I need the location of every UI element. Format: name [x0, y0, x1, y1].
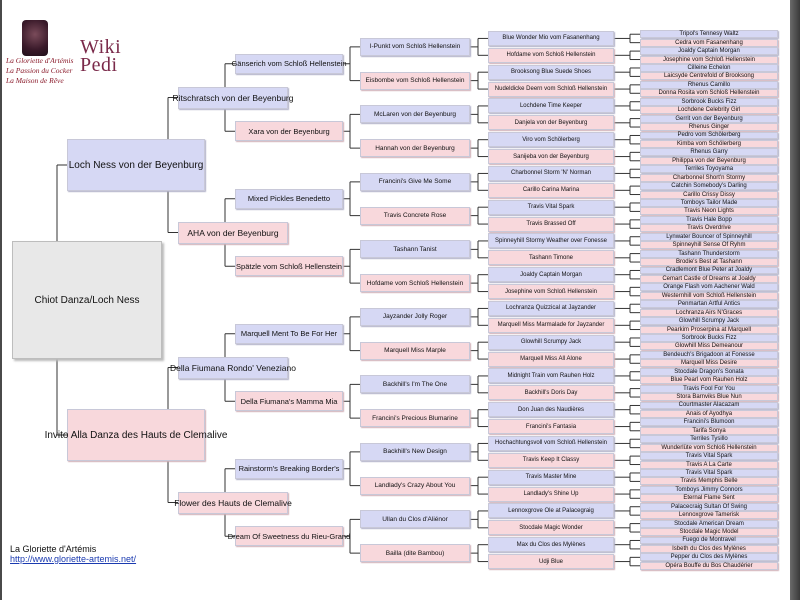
gen5-sire-box[interactable]: Lochranza Quizzical at Jayzander	[488, 301, 614, 316]
gen5-dam-box[interactable]: Josephine vom Schloß Hellenstein	[488, 284, 614, 299]
gen6-sire-box[interactable]: Travis Vital Spark	[640, 469, 778, 477]
gen6-sire-box[interactable]: Travis Hale Bopp	[640, 216, 778, 224]
gen4-dam-box[interactable]: Landlady's Crazy About You	[360, 477, 470, 495]
dog-portrait-image	[22, 20, 48, 56]
gen5-sire-box[interactable]: Glowhill Scrumpy Jack	[488, 335, 614, 350]
gen3-dam-box[interactable]: Dream Of Sweetness du Rieu-Grand	[235, 526, 343, 546]
gen4-dam-box[interactable]: Travis Concrete Rose	[360, 207, 470, 225]
gen5-dam-box[interactable]: Carillo Carina Marina	[488, 183, 614, 198]
gen4-sire-box[interactable]: McLaren von der Beyenburg	[360, 105, 470, 123]
gen6-dam-box[interactable]: Charbonnel Short'n Stormy	[640, 174, 778, 182]
gen6-dam-box[interactable]: Travis A La Carte	[640, 461, 778, 469]
gen6-sire-box[interactable]: Glowhill Scrumpy Jack	[640, 317, 778, 325]
gen6-sire-box[interactable]: Francini's Blumoon	[640, 418, 778, 426]
gen6-sire-box[interactable]: Joaldy Captain Morgan	[640, 47, 778, 55]
gen5-dam-box[interactable]: Sanijeba von der Beyenburg	[488, 149, 614, 164]
gen6-sire-box[interactable]: Travis Vital Spark	[640, 452, 778, 460]
gen6-dam-box[interactable]: Stocdale Magic Model	[640, 528, 778, 536]
gen6-dam-box[interactable]: Lennoxgrove Tamerisk	[640, 511, 778, 519]
gen5-sire-box[interactable]: Lochdene Time Keeper	[488, 98, 614, 113]
gen5-dam-box[interactable]: Marquell Miss Marmalade for Jayzander	[488, 318, 614, 333]
gen6-sire-box[interactable]: Palacecraig Sultan Of Swing	[640, 503, 778, 511]
gen5-dam-box[interactable]: Nudeldicke Deern vom Schloß Hellenstein	[488, 82, 614, 97]
gen6-sire-box[interactable]: Pedro vom Schölerberg	[640, 132, 778, 140]
gen6-sire-box[interactable]: Courtmaster Alacazam	[640, 402, 778, 410]
gen5-dam-box[interactable]: Stocdale Magic Wonder	[488, 520, 614, 535]
gen6-sire-box[interactable]: Terriles Toyoyama	[640, 165, 778, 173]
gen6-dam-box[interactable]: Spinneyhill Sense Of Ryhm	[640, 241, 778, 249]
gen6-dam-box[interactable]: Brodie's Best at Tashann	[640, 258, 778, 266]
footer-kennel-name: La Gloriette d'Artémis	[10, 544, 97, 554]
kennel-logo	[4, 18, 132, 96]
logo-line-2: La Passion du Cocker	[6, 66, 73, 75]
wikipedi-logo-line-1: Wiki	[80, 36, 122, 58]
gen6-dam-box[interactable]: Carillo Crissy Dissy	[640, 191, 778, 199]
gen5-sire-box[interactable]: Travis Vital Spark	[488, 200, 614, 215]
gen4-sire-box[interactable]: Ullan du Clos d'Aliénor	[360, 510, 470, 528]
gen6-sire-box[interactable]: Tashann Thunderstorm	[640, 250, 778, 258]
gen1-sire-box[interactable]: Loch Ness von der Beyenburg	[67, 139, 205, 191]
subject-dog-box[interactable]: Chiot Danza/Loch Ness	[12, 241, 162, 359]
gen5-sire-box[interactable]: Don Juan des Naudières	[488, 402, 614, 417]
gen4-sire-box[interactable]: I-Punkt vom Schloß Hellenstein	[360, 38, 470, 56]
gen6-dam-box[interactable]: Anais of Ayodhya	[640, 410, 778, 418]
gen6-sire-box[interactable]: Sorbrook Bucks Fizz	[640, 334, 778, 342]
gen5-dam-box[interactable]: Travis Brassed Off	[488, 217, 614, 232]
gen6-dam-box[interactable]: Westernhill vom Schloß Hellenstein	[640, 292, 778, 300]
gen5-dam-box[interactable]: Tashann Timone	[488, 250, 614, 265]
gen6-dam-box[interactable]: Laicsyde Centrefold of Brooksong	[640, 72, 778, 80]
gen6-dam-box[interactable]: Marquell Miss Desire	[640, 359, 778, 367]
gen5-dam-box[interactable]: Marquell Miss All Alone	[488, 352, 614, 367]
gen6-sire-box[interactable]: Stocdale American Dream	[640, 520, 778, 528]
gen6-sire-box[interactable]: Lynwater Bouncer of Spinneyhill	[640, 233, 778, 241]
gen6-dam-box[interactable]: Opéra Bouffe du Bos Chaudérier	[640, 562, 778, 570]
gen5-sire-box[interactable]: Lennoxgrove Ole at Palacegraig	[488, 503, 614, 518]
gen5-sire-box[interactable]: Charbonnel Storm 'N' Norman	[488, 166, 614, 181]
gen4-sire-box[interactable]: Francini's Give Me Some	[360, 173, 470, 191]
gen6-sire-box[interactable]: Tomboys Tailor Made	[640, 199, 778, 207]
gen5-sire-box[interactable]: Viro vom Schölerberg	[488, 132, 614, 147]
gen5-sire-box[interactable]: Brooksong Blue Suede Shoes	[488, 65, 614, 80]
gen6-dam-box[interactable]: Stora Barnviks Blue Nun	[640, 393, 778, 401]
gen6-dam-box[interactable]: Lochranza Airs N'Graces	[640, 309, 778, 317]
gen6-dam-box[interactable]: Philippa von der Beyenburg	[640, 157, 778, 165]
gen2-dam-box[interactable]: Flower des Hauts de Clemalive	[178, 492, 288, 514]
gen6-dam-box[interactable]: Travis Overdrive	[640, 224, 778, 232]
gen6-dam-box[interactable]: Donna Rosita vom Schloß Hellenstein	[640, 89, 778, 97]
gen6-sire-box[interactable]: Penmartan Artful Antics	[640, 300, 778, 308]
gen6-sire-box[interactable]: Pepper du Clos des Mylènes	[640, 553, 778, 561]
gen3-sire-box[interactable]: Marquell Ment To Be For Her	[235, 324, 343, 344]
gen4-dam-box[interactable]: Francini's Precious Blumarine	[360, 409, 470, 427]
gen5-dam-box[interactable]: Landlady's Shine Up	[488, 487, 614, 502]
gen6-dam-box[interactable]: Blue Pearl vom Rauhen Holz	[640, 376, 778, 384]
gen6-sire-box[interactable]: Fuego de Montravel	[640, 537, 778, 545]
gen6-dam-box[interactable]: Josephine vom Schloß Hellenstein	[640, 56, 778, 64]
gen5-sire-box[interactable]: Joaldy Captain Morgan	[488, 267, 614, 282]
gen6-sire-box[interactable]: Tripol's Tennesy Waltz	[640, 30, 778, 38]
gen6-sire-box[interactable]: Terriles Tysillo	[640, 435, 778, 443]
gen4-sire-box[interactable]: Tashann Tanist	[360, 240, 470, 258]
gen6-dam-box[interactable]: Isbeth du Clos des Mylènes	[640, 545, 778, 553]
gen6-dam-box[interactable]: Tarifa Sonya	[640, 427, 778, 435]
gen4-dam-box[interactable]: Marquell Miss Marple	[360, 342, 470, 360]
gen5-dam-box[interactable]: Danjela von der Beyenburg	[488, 115, 614, 130]
logo-line-1: La Gloriette d'Artémis	[6, 56, 74, 65]
gen5-sire-box[interactable]: Blue Wonder Mio vom Fasanenhang	[488, 31, 614, 46]
gen6-dam-box[interactable]: Travis Memphis Belle	[640, 477, 778, 485]
gen5-sire-box[interactable]: Hochachtungsvoll vom Schloß Hellenstein	[488, 436, 614, 451]
wikipedi-logo-line-2: Pedi	[80, 54, 118, 76]
gen4-dam-box[interactable]: Hofdame vom Schloß Hellenstein	[360, 274, 470, 292]
gen3-dam-box[interactable]: Xara von der Beyenburg	[235, 121, 343, 141]
gen4-dam-box[interactable]: Eisbombe vom Schloß Hellenstein	[360, 72, 470, 90]
gen6-sire-box[interactable]: Rhenus Garry	[640, 148, 778, 156]
gen2-sire-box[interactable]: Ritschratsch von der Beyenburg	[178, 87, 288, 109]
gen6-sire-box[interactable]: Catchin Somebody's Darling	[640, 182, 778, 190]
logo-line-3: La Maison de Rêve	[6, 76, 64, 85]
gen5-dam-box[interactable]: Travis Keep It Classy	[488, 453, 614, 468]
gen4-sire-box[interactable]: Jayzander Jolly Roger	[360, 308, 470, 326]
gen4-dam-box[interactable]: Bailla (dite Bambou)	[360, 544, 470, 562]
gen5-sire-box[interactable]: Midnight Train vom Rauhen Holz	[488, 368, 614, 383]
gen6-dam-box[interactable]: Glowhill Miss Demeanour	[640, 342, 778, 350]
wikipedi-logo	[80, 38, 121, 74]
gen6-sire-box[interactable]: Cilleine Echelon	[640, 64, 778, 72]
gen3-sire-box[interactable]: Rainstorm's Breaking Border's	[235, 459, 343, 479]
gen6-sire-box[interactable]: Cradlemont Blue Peter at Joaldy	[640, 267, 778, 275]
gen5-sire-box[interactable]: Max du Clos des Mylènes	[488, 537, 614, 552]
gen5-dam-box[interactable]: Udji Blue	[488, 554, 614, 569]
gen6-sire-box[interactable]: Gerrit von der Beyenburg	[640, 115, 778, 123]
gen4-dam-box[interactable]: Hannah von der Beyenburg	[360, 139, 470, 157]
gen5-dam-box[interactable]: Hofdame vom Schloß Hellenstein	[488, 48, 614, 63]
gen6-sire-box[interactable]: Stocdale Dragon's Sonata	[640, 368, 778, 376]
gen6-dam-box[interactable]: Cedra vom Fasanenhang	[640, 39, 778, 47]
gen6-dam-box[interactable]: Pearkim Proserpina at Marquell	[640, 326, 778, 334]
gen6-sire-box[interactable]: Travis Fool For You	[640, 385, 778, 393]
gen6-sire-box[interactable]: Sorbrook Bucks Fizz	[640, 98, 778, 106]
gen5-dam-box[interactable]: Francini's Fantasia	[488, 419, 614, 434]
gen2-dam-box[interactable]: AHA von der Beyenburg	[178, 222, 288, 244]
gen4-sire-box[interactable]: Backhill's New Design	[360, 443, 470, 461]
gen2-sire-box[interactable]: Della Fiumana Rondo' Veneziano	[178, 357, 288, 379]
footer-website-link[interactable]: http://www.gloriette-artemis.net/	[10, 554, 137, 564]
gen3-sire-box[interactable]: Mixed Pickles Benedetto	[235, 189, 343, 209]
viewer-edge	[790, 0, 800, 600]
gen6-sire-box[interactable]: Orange Flash vom Aachener Wald	[640, 283, 778, 291]
gen3-dam-box[interactable]: Della Fiumana's Mamma Mia	[235, 391, 343, 411]
gen6-dam-box[interactable]: Eternal Flame Sent	[640, 494, 778, 502]
gen6-dam-box[interactable]: Wunderlüte vom Schloß Hellenstein	[640, 444, 778, 452]
gen6-sire-box[interactable]: Tomboys Jimmy Connors	[640, 486, 778, 494]
gen5-sire-box[interactable]: Travis Master Mine	[488, 470, 614, 485]
gen5-dam-box[interactable]: Backhill's Doris Day	[488, 385, 614, 400]
gen3-sire-box[interactable]: Gänserich vom Schloß Hellenstein	[235, 54, 343, 74]
gen6-dam-box[interactable]: Travis Neon Lights	[640, 207, 778, 215]
gen3-dam-box[interactable]: Spätzle vom Schloß Hellenstein	[235, 256, 343, 276]
gen6-dam-box[interactable]: Lochdene Celebrity Girl	[640, 106, 778, 114]
gen1-dam-box[interactable]: Invito Alla Danza des Hauts de Clemalive	[67, 409, 205, 461]
gen6-sire-box[interactable]: Rhenus Camillo	[640, 81, 778, 89]
gen4-sire-box[interactable]: Backhill's I'm The One	[360, 375, 470, 393]
gen6-dam-box[interactable]: Rhenus Ginger	[640, 123, 778, 131]
gen6-dam-box[interactable]: Kimba vom Schölerberg	[640, 140, 778, 148]
gen6-sire-box[interactable]: Bendeuch's Brigadoon at Fonesse	[640, 351, 778, 359]
gen6-dam-box[interactable]: Cemart Castle of Dreams at Joaldy	[640, 275, 778, 283]
gen5-sire-box[interactable]: Spinneyhill Stormy Weather over Fonesse	[488, 233, 614, 248]
